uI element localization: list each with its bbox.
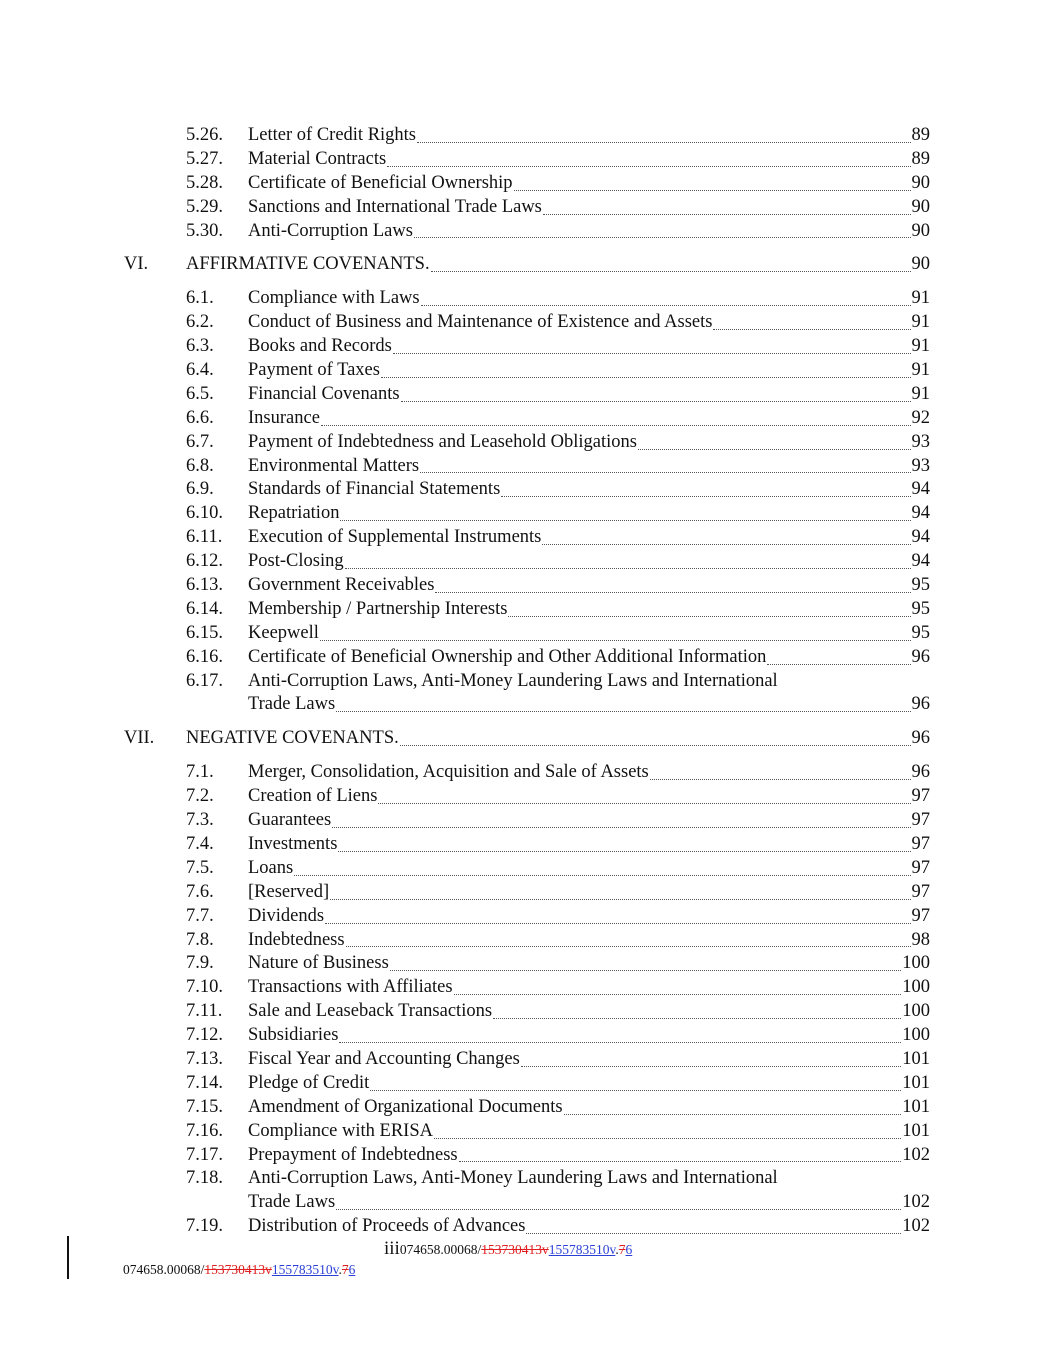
toc-number: 6.13. <box>186 575 223 596</box>
toc-page[interactable]: 94 <box>911 527 930 548</box>
toc-page[interactable]: 91 <box>911 312 930 333</box>
toc-title[interactable]: Indebtedness <box>248 929 345 950</box>
toc-page[interactable]: 93 <box>911 455 930 476</box>
toc-number: 6.6. <box>186 407 214 428</box>
toc-entry[interactable] <box>0 1096 1055 1120</box>
toc-title[interactable]: Keepwell <box>248 622 319 643</box>
dot-leader <box>650 779 911 780</box>
dot-leader <box>414 237 911 238</box>
toc-entry[interactable] <box>0 881 1055 905</box>
dot-leader <box>401 401 911 402</box>
toc-entry[interactable] <box>0 646 1055 670</box>
footer-doc-id: 074658.00068/153730413v155783510v.76 <box>123 1262 356 1277</box>
toc-title[interactable]: AFFIRMATIVE COVENANTS. <box>186 254 430 275</box>
toc-page[interactable]: 97 <box>911 905 930 926</box>
toc-page[interactable]: 95 <box>911 622 930 643</box>
dot-leader <box>521 1066 901 1067</box>
toc-entry[interactable] <box>0 1000 1055 1024</box>
toc-title[interactable]: Amendment of Organizational Documents <box>248 1096 563 1117</box>
dot-leader <box>459 1161 902 1162</box>
page-number: iii <box>384 1238 400 1259</box>
toc-entry[interactable] <box>0 574 1055 598</box>
dot-leader <box>345 568 911 569</box>
change-bar <box>67 1236 69 1279</box>
toc-title[interactable]: Creation of Liens <box>248 786 378 807</box>
toc-number: 7.5. <box>186 857 214 878</box>
toc-number: 7.2. <box>186 786 214 807</box>
toc-title[interactable]: Trade Laws <box>248 1192 336 1213</box>
toc-entry[interactable] <box>0 455 1055 479</box>
toc-entry[interactable] <box>0 670 1055 694</box>
toc-number: 6.5. <box>186 383 214 404</box>
toc-title[interactable]: Standards of Financial Statements <box>248 479 501 500</box>
toc-title[interactable]: Trade Laws <box>248 694 336 715</box>
toc-number: 6.10. <box>186 503 223 524</box>
toc-page[interactable]: 100 <box>902 977 930 998</box>
toc-page[interactable]: 101 <box>902 1072 930 1093</box>
dot-leader <box>421 305 911 306</box>
toc-entry[interactable] <box>0 359 1055 383</box>
toc-entry[interactable] <box>0 857 1055 881</box>
toc-title[interactable]: NEGATIVE COVENANTS. <box>186 728 399 749</box>
toc-page[interactable]: 102 <box>902 1216 930 1237</box>
dot-leader <box>321 425 911 426</box>
toc-page[interactable]: 97 <box>911 857 930 878</box>
toc-page[interactable]: 91 <box>911 383 930 404</box>
toc-title[interactable]: [Reserved] <box>248 881 330 902</box>
toc-page[interactable]: 96 <box>911 728 930 749</box>
toc-number: 6.1. <box>186 288 214 309</box>
toc-page[interactable]: 95 <box>911 598 930 619</box>
table-of-contents <box>0 124 1055 1239</box>
dot-leader <box>564 1114 902 1115</box>
toc-number: 7.14. <box>186 1072 223 1093</box>
toc-entry[interactable] <box>0 311 1055 335</box>
toc-page[interactable]: 89 <box>911 148 930 169</box>
toc-title[interactable]: Merger, Consolidation, Acquisition and Sale of Assets <box>248 762 649 783</box>
toc-entry[interactable] <box>0 809 1055 833</box>
toc-entry[interactable] <box>0 833 1055 857</box>
doc-id-inserted: 155783510v <box>548 1242 616 1257</box>
toc-page[interactable]: 97 <box>911 786 930 807</box>
toc-title[interactable]: Compliance with Laws <box>248 288 420 309</box>
toc-title[interactable]: Government Receivables <box>248 575 435 596</box>
toc-entry[interactable] <box>0 929 1055 953</box>
toc-article[interactable] <box>0 727 1055 751</box>
toc-number: 7.15. <box>186 1096 223 1117</box>
toc-entry[interactable] <box>0 526 1055 550</box>
toc-title[interactable]: Certificate of Beneficial Ownership <box>248 172 513 193</box>
dot-leader <box>767 664 910 665</box>
toc-entry[interactable] <box>0 383 1055 407</box>
dot-leader <box>294 875 910 876</box>
toc-title[interactable]: Sanctions and International Trade Laws <box>248 196 542 217</box>
dot-leader <box>393 353 911 354</box>
dot-leader <box>420 472 910 473</box>
toc-number: 7.9. <box>186 953 214 974</box>
toc-entry[interactable] <box>0 1048 1055 1072</box>
toc-entry[interactable] <box>0 905 1055 929</box>
doc-id: 074658.00068/153730413v155783510v.76 <box>399 1242 633 1257</box>
dot-leader <box>501 496 910 497</box>
toc-number: 7.1. <box>186 762 214 783</box>
toc-page[interactable]: 90 <box>911 196 930 217</box>
toc-title[interactable]: Fiscal Year and Accounting Changes <box>248 1048 520 1069</box>
toc-number: 7.19. <box>186 1216 223 1237</box>
dot-leader <box>387 166 910 167</box>
toc-page[interactable]: 101 <box>902 1048 930 1069</box>
toc-page[interactable]: 90 <box>911 220 930 241</box>
dot-leader <box>325 923 910 924</box>
toc-title[interactable]: Subsidiaries <box>248 1025 339 1046</box>
toc-title[interactable]: Loans <box>248 857 294 878</box>
dot-leader <box>378 803 910 804</box>
dot-leader <box>713 329 910 330</box>
toc-number: 6.17. <box>186 670 223 691</box>
doc-id-deleted: 153730413v <box>481 1242 549 1257</box>
dot-leader <box>526 1233 901 1234</box>
dot-leader <box>514 190 911 191</box>
doc-id-inserted: 155783510v <box>271 1262 339 1277</box>
toc-number: 6.2. <box>186 312 214 333</box>
toc-number: 6.15. <box>186 622 223 643</box>
toc-entry[interactable] <box>0 1024 1055 1048</box>
toc-page[interactable]: 96 <box>911 762 930 783</box>
toc-page[interactable]: 97 <box>911 833 930 854</box>
toc-title[interactable]: Books and Records <box>248 336 392 357</box>
dot-leader <box>320 640 911 641</box>
toc-page[interactable]: 94 <box>911 479 930 500</box>
toc-number: 6.7. <box>186 431 214 452</box>
toc-title[interactable]: Compliance with ERISA <box>248 1120 433 1141</box>
toc-title[interactable]: Membership / Partnership Interests <box>248 598 508 619</box>
toc-number: 6.9. <box>186 479 214 500</box>
toc-number: 7.13. <box>186 1048 223 1069</box>
toc-number: VII. <box>124 728 155 749</box>
dot-leader <box>370 1090 901 1091</box>
toc-number: 7.12. <box>186 1025 223 1046</box>
dot-leader <box>542 544 910 545</box>
toc-title[interactable]: Payment of Indebtedness and Leasehold Obligations <box>248 431 637 452</box>
toc-number: 6.4. <box>186 360 214 381</box>
toc-entry[interactable] <box>0 550 1055 574</box>
toc-title[interactable]: Environmental Matters <box>248 455 420 476</box>
toc-title[interactable]: Dividends <box>248 905 325 926</box>
toc-entry[interactable] <box>0 622 1055 646</box>
toc-number: 6.3. <box>186 336 214 357</box>
toc-number: 5.30. <box>186 220 223 241</box>
toc-entry-continued[interactable] <box>0 1191 1055 1215</box>
toc-title[interactable]: Prepayment of Indebtedness <box>248 1144 458 1165</box>
toc-number: 6.16. <box>186 646 223 667</box>
toc-entry[interactable] <box>0 1144 1055 1168</box>
doc-id-deleted: 153730413v <box>204 1262 272 1277</box>
toc-page[interactable]: 94 <box>911 503 930 524</box>
toc-page[interactable]: 95 <box>911 575 930 596</box>
toc-page[interactable]: 96 <box>911 694 930 715</box>
toc-page[interactable]: 96 <box>911 646 930 667</box>
toc-number: 7.7. <box>186 905 214 926</box>
dot-leader <box>332 827 910 828</box>
toc-number: 6.12. <box>186 551 223 572</box>
toc-number: 5.27. <box>186 148 223 169</box>
toc-page[interactable]: 100 <box>902 953 930 974</box>
toc-number: 6.14. <box>186 598 223 619</box>
toc-article[interactable] <box>0 253 1055 277</box>
toc-page[interactable]: 102 <box>902 1144 930 1165</box>
toc-number: 5.29. <box>186 196 223 217</box>
toc-title[interactable]: Anti-Corruption Laws, Anti-Money Laundering Laws and International <box>248 670 778 691</box>
toc-entry[interactable] <box>0 761 1055 785</box>
toc-title[interactable]: Anti-Corruption Laws, Anti-Money Laundering Laws and International <box>248 1168 778 1189</box>
toc-entry[interactable] <box>0 952 1055 976</box>
dot-leader <box>330 899 910 900</box>
toc-number: 5.28. <box>186 172 223 193</box>
toc-number: 7.17. <box>186 1144 223 1165</box>
toc-entry[interactable] <box>0 196 1055 220</box>
toc-title[interactable]: Distribution of Proceeds of Advances <box>248 1216 526 1237</box>
dot-leader <box>390 970 901 971</box>
toc-entry[interactable] <box>0 124 1055 148</box>
toc-title[interactable]: Sale and Leaseback Transactions <box>248 1001 493 1022</box>
toc-number: 6.11. <box>186 527 223 548</box>
dot-leader <box>417 142 910 143</box>
toc-number: 5.26. <box>186 125 223 145</box>
version-deleted: 7 <box>341 1262 349 1277</box>
toc-number: 7.11. <box>186 1001 223 1022</box>
toc-entry[interactable] <box>0 335 1055 359</box>
dot-leader <box>346 946 911 947</box>
toc-entry[interactable] <box>0 287 1055 311</box>
toc-entry-continued[interactable] <box>0 693 1055 717</box>
toc-number: 6.8. <box>186 455 214 476</box>
toc-page[interactable]: 93 <box>911 431 930 452</box>
toc-entry[interactable] <box>0 407 1055 431</box>
dot-leader <box>431 271 911 272</box>
toc-entry[interactable] <box>0 598 1055 622</box>
toc-page[interactable]: 91 <box>911 336 930 357</box>
toc-page[interactable]: 100 <box>902 1001 930 1022</box>
toc-page[interactable]: 91 <box>911 288 930 309</box>
toc-title[interactable]: Execution of Supplemental Instruments <box>248 527 542 548</box>
toc-title[interactable]: Post-Closing <box>248 551 344 572</box>
toc-entry[interactable] <box>0 1072 1055 1096</box>
toc-entry[interactable] <box>0 502 1055 526</box>
toc-page[interactable]: 102 <box>902 1192 930 1213</box>
dot-leader <box>338 851 910 852</box>
dot-leader <box>543 214 911 215</box>
version-inserted: 6 <box>625 1242 633 1257</box>
toc-number: 7.8. <box>186 929 214 950</box>
toc-entry[interactable] <box>0 220 1055 244</box>
dot-leader <box>638 449 911 450</box>
dot-leader <box>340 520 910 521</box>
toc-page[interactable]: 91 <box>911 360 930 381</box>
dot-leader <box>454 994 902 995</box>
toc-number: 7.16. <box>186 1120 223 1141</box>
toc-page[interactable]: 97 <box>911 810 930 831</box>
toc-title[interactable]: Investments <box>248 833 338 854</box>
toc-number: 7.10. <box>186 977 223 998</box>
toc-page[interactable]: 101 <box>902 1120 930 1141</box>
dot-leader <box>508 616 910 617</box>
toc-page[interactable]: 90 <box>911 172 930 193</box>
toc-entry[interactable] <box>0 1120 1055 1144</box>
dot-leader <box>493 1018 901 1019</box>
toc-title[interactable]: Conduct of Business and Maintenance of Existence and Assets <box>248 312 713 333</box>
toc-title[interactable]: Transactions with Affiliates <box>248 977 453 998</box>
dot-leader <box>434 1138 901 1139</box>
dot-leader <box>336 711 910 712</box>
toc-number: 7.3. <box>186 810 214 831</box>
toc-title[interactable]: Pledge of Credit <box>248 1072 370 1093</box>
toc-entry[interactable] <box>0 478 1055 502</box>
toc-entry[interactable] <box>0 172 1055 196</box>
dot-leader <box>400 745 911 746</box>
toc-entry[interactable] <box>0 1215 1055 1239</box>
toc-title[interactable]: Certificate of Beneficial Ownership and Other Additional Information <box>248 646 767 667</box>
toc-title[interactable]: Nature of Business <box>248 953 389 974</box>
toc-title[interactable]: Material Contracts <box>248 148 387 169</box>
toc-title[interactable]: Letter of Credit Rights <box>248 125 417 145</box>
toc-page[interactable]: 101 <box>902 1096 930 1117</box>
dot-leader <box>435 592 910 593</box>
dot-leader <box>339 1042 901 1043</box>
toc-page[interactable]: 89 <box>911 125 930 145</box>
toc-entry[interactable] <box>0 148 1055 172</box>
dot-leader <box>381 377 911 378</box>
dot-leader <box>336 1209 901 1210</box>
toc-title[interactable]: Financial Covenants <box>248 383 400 404</box>
toc-entry[interactable] <box>0 1167 1055 1191</box>
toc-title[interactable]: Anti-Corruption Laws <box>248 220 413 241</box>
toc-title[interactable]: Payment of Taxes <box>248 360 380 381</box>
toc-entry[interactable] <box>0 431 1055 455</box>
toc-entry[interactable] <box>0 976 1055 1000</box>
toc-page[interactable]: 92 <box>911 407 930 428</box>
version-deleted: 7 <box>618 1242 626 1257</box>
toc-page[interactable]: 94 <box>911 551 930 572</box>
toc-page[interactable]: 100 <box>902 1025 930 1046</box>
toc-title[interactable]: Guarantees <box>248 810 332 831</box>
toc-number: 7.4. <box>186 833 214 854</box>
page-footer <box>384 1238 632 1260</box>
toc-page[interactable]: 97 <box>911 881 930 902</box>
toc-title[interactable]: Repatriation <box>248 503 340 524</box>
version-inserted: 6 <box>348 1262 356 1277</box>
toc-page[interactable]: 90 <box>911 254 930 275</box>
toc-entry[interactable] <box>0 785 1055 809</box>
toc-title[interactable]: Insurance <box>248 407 320 428</box>
toc-number: 7.6. <box>186 881 214 902</box>
toc-number: 7.18. <box>186 1168 223 1189</box>
toc-page[interactable]: 98 <box>911 929 930 950</box>
toc-number: VI. <box>124 254 149 275</box>
